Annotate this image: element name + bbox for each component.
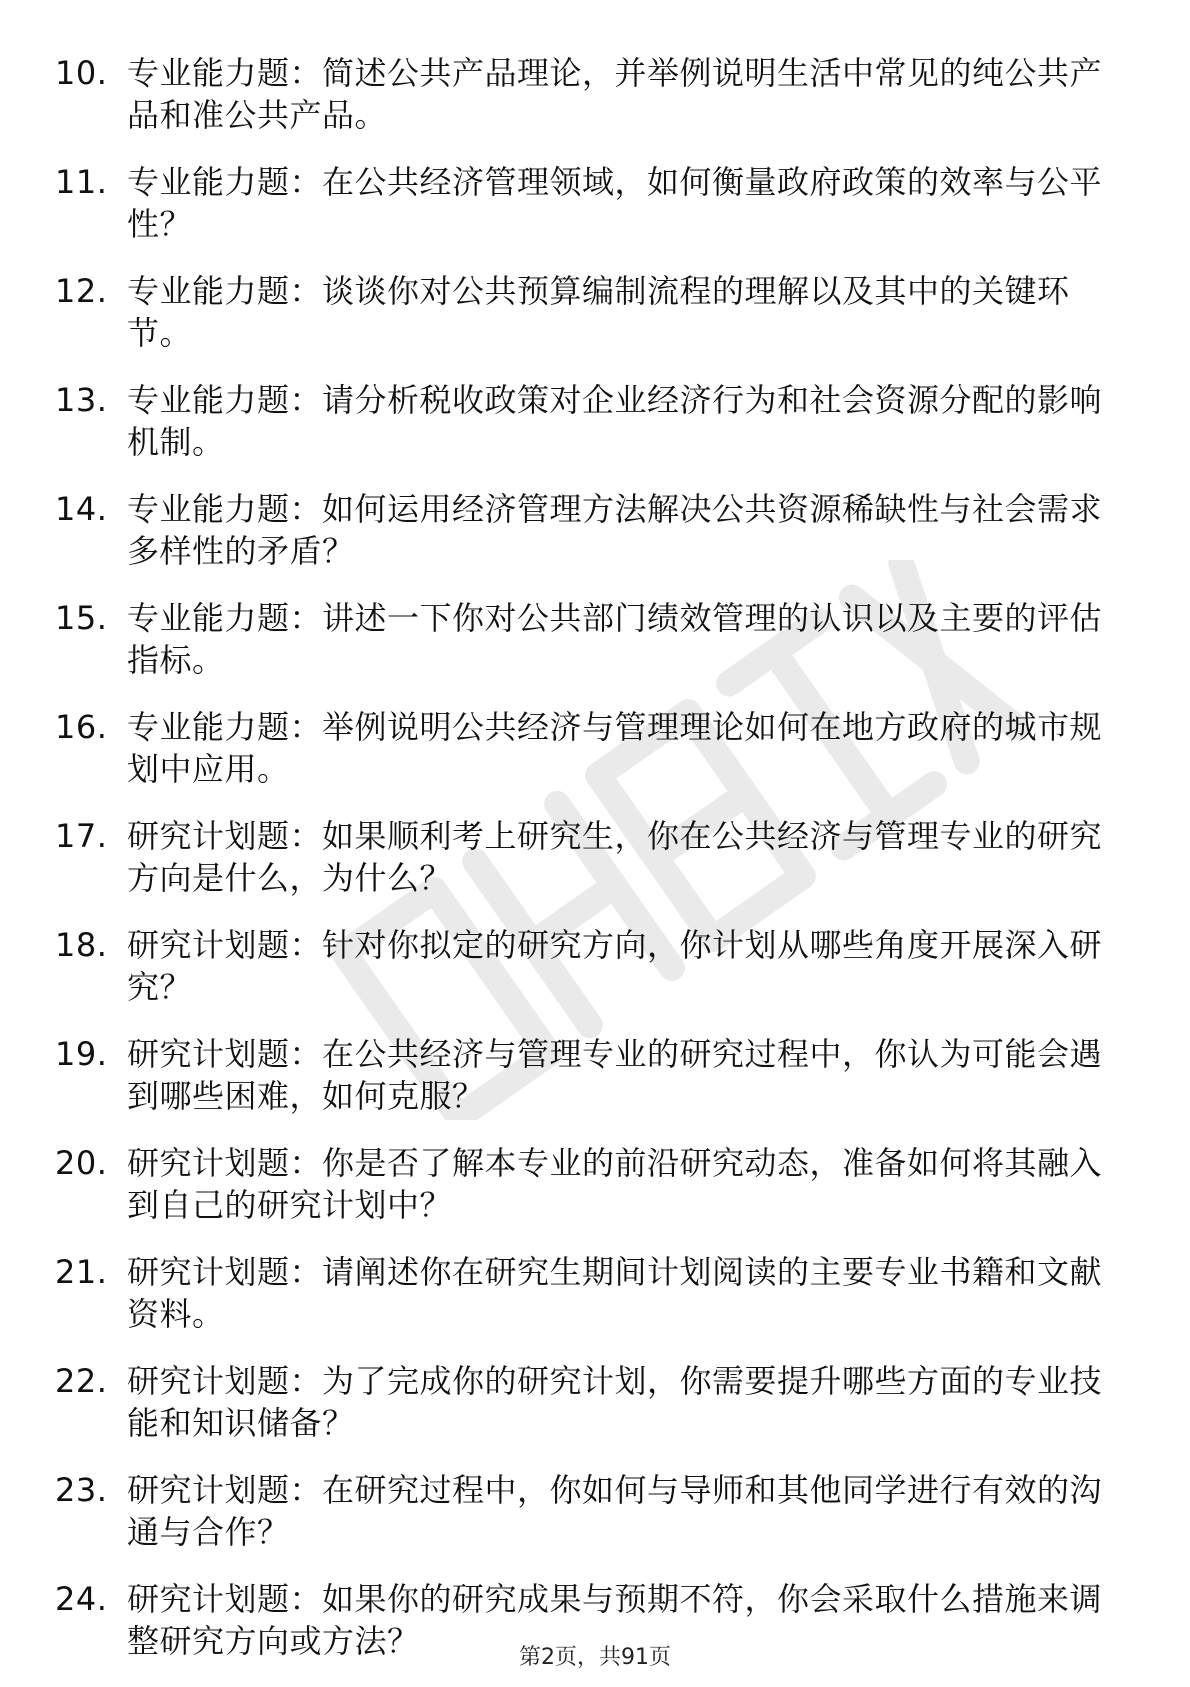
- question-category: 专业能力题：: [127, 272, 323, 310]
- question-text: 在公共经济管理领域，如何衡量政府政策的效率与公平性？: [127, 163, 1103, 243]
- question-item: [55, 52, 1115, 136]
- question-item: [55, 597, 1115, 681]
- question-category: 研究计划题：: [127, 1035, 323, 1073]
- question-text: 请分析税收政策对企业经济行为和社会资源分配的影响机制。: [127, 381, 1103, 461]
- question-number: 21.: [55, 1253, 108, 1291]
- question-text: 在公共经济与管理专业的研究过程中，你认为可能会遇到哪些困难，如何克服？: [127, 1035, 1103, 1115]
- question-text: 你是否了解本专业的前沿研究动态，准备如何将其融入到自己的研究计划中？: [127, 1144, 1103, 1224]
- question-list: [55, 52, 1115, 1687]
- question-item: [55, 1469, 1115, 1553]
- question-text: 针对你拟定的研究方向，你计划从哪些角度开展深入研究？: [127, 926, 1103, 1006]
- question-text: 举例说明公共经济与管理理论如何在地方政府的城市规划中应用。: [127, 708, 1103, 788]
- question-category: 研究计划题：: [127, 1471, 323, 1509]
- question-category: 研究计划题：: [127, 1144, 323, 1182]
- question-number: 23.: [55, 1471, 108, 1509]
- question-number: 19.: [55, 1035, 108, 1073]
- question-item: [55, 1142, 1115, 1226]
- question-text: 如果顺利考上研究生，你在公共经济与管理专业的研究方向是什么，为什么？: [127, 817, 1103, 897]
- question-category: 研究计划题：: [127, 926, 323, 964]
- page-number-label: 第2页，共91页: [519, 1645, 671, 1670]
- question-number: 15.: [55, 599, 108, 637]
- question-number: 24.: [55, 1580, 108, 1618]
- question-item: [55, 270, 1115, 354]
- question-number: 16.: [55, 708, 108, 746]
- question-category: 研究计划题：: [127, 817, 323, 855]
- question-category: 专业能力题：: [127, 490, 323, 528]
- page-footer: [0, 1640, 1190, 1671]
- question-number: 12.: [55, 272, 108, 310]
- question-number: 18.: [55, 926, 108, 964]
- question-item: [55, 815, 1115, 899]
- question-item: [55, 1360, 1115, 1444]
- question-item: [55, 706, 1115, 790]
- question-item: [55, 924, 1115, 1008]
- question-number: 20.: [55, 1144, 108, 1182]
- question-category: 专业能力题：: [127, 599, 323, 637]
- question-category: 专业能力题：: [127, 381, 323, 419]
- question-item: [55, 161, 1115, 245]
- question-text: 为了完成你的研究计划，你需要提升哪些方面的专业技能和知识储备？: [127, 1362, 1103, 1442]
- question-text: 讲述一下你对公共部门绩效管理的认识以及主要的评估指标。: [127, 599, 1103, 679]
- question-item: [55, 1033, 1115, 1117]
- question-category: 专业能力题：: [127, 54, 323, 92]
- question-number: 17.: [55, 817, 108, 855]
- question-text: 如何运用经济管理方法解决公共资源稀缺性与社会需求多样性的矛盾？: [127, 490, 1103, 570]
- question-text: 在研究过程中，你如何与导师和其他同学进行有效的沟通与合作？: [127, 1471, 1103, 1551]
- question-text: 简述公共产品理论，并举例说明生活中常见的纯公共产品和准公共产品。: [127, 54, 1103, 134]
- question-category: 研究计划题：: [127, 1580, 323, 1618]
- question-text: 请阐述你在研究生期间计划阅读的主要专业书籍和文献资料。: [127, 1253, 1103, 1333]
- question-category: 研究计划题：: [127, 1253, 323, 1291]
- question-number: 22.: [55, 1362, 108, 1400]
- question-category: 专业能力题：: [127, 708, 323, 746]
- question-category: 专业能力题：: [127, 163, 323, 201]
- question-item: [55, 488, 1115, 572]
- question-number: 14.: [55, 490, 108, 528]
- question-number: 13.: [55, 381, 108, 419]
- question-item: [55, 1251, 1115, 1335]
- question-item: [55, 379, 1115, 463]
- question-category: 研究计划题：: [127, 1362, 323, 1400]
- question-number: 10.: [55, 54, 108, 92]
- question-number: 11.: [55, 163, 108, 201]
- question-text: 如果你的研究成果与预期不符，你会采取什么措施来调整研究方向或方法？: [127, 1580, 1103, 1660]
- question-text: 谈谈你对公共预算编制流程的理解以及其中的关键环节。: [127, 272, 1070, 352]
